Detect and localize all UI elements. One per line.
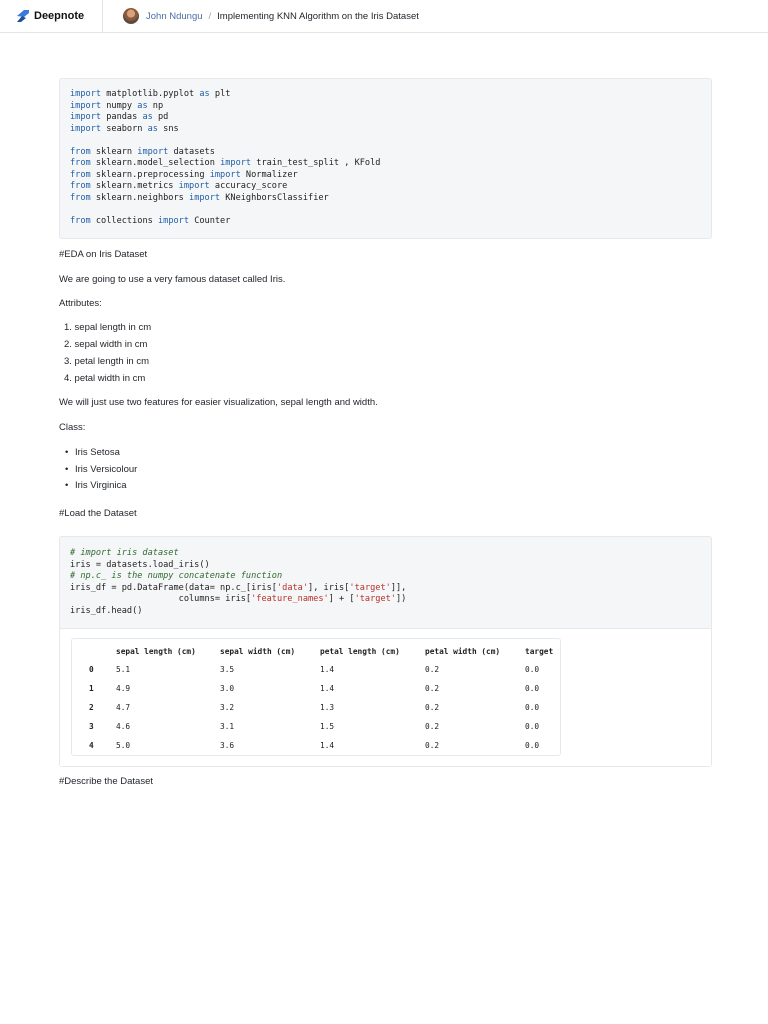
table-cell: 1.4 xyxy=(320,684,335,693)
table-cell: 0.2 xyxy=(425,703,440,712)
code-token: from xyxy=(70,181,91,191)
code-token: 'feature_names' xyxy=(251,594,329,604)
table-cell: 4.9 xyxy=(116,684,131,693)
brand-name: Deepnote xyxy=(34,10,85,22)
code-token: import xyxy=(70,112,102,122)
code-token: sklearn.preprocessing xyxy=(90,169,210,180)
table-cell: 5.0 xyxy=(116,741,131,750)
breadcrumb-separator: / xyxy=(208,10,212,22)
table-cell: 3.0 xyxy=(220,684,235,693)
code-token: import xyxy=(178,181,210,191)
top-bar xyxy=(0,0,768,33)
table-cell: 1.4 xyxy=(320,665,335,674)
code-token: train_test_split , KFold xyxy=(251,158,381,168)
header-divider xyxy=(102,0,103,32)
breadcrumb xyxy=(123,7,419,25)
code-token: 'target' xyxy=(349,582,391,593)
table-cell: 5.1 xyxy=(116,665,131,674)
code-token: np xyxy=(147,100,164,111)
code-token: sklearn.metrics xyxy=(90,181,179,191)
row-index: 1 xyxy=(89,684,94,693)
table-cell: 0.0 xyxy=(525,665,540,674)
markdown-intro: We are going to use a very famous dataset called Iris. xyxy=(59,274,286,285)
table-cell: 4.7 xyxy=(116,703,131,712)
list-item: 3. petal length in cm xyxy=(64,356,150,367)
table-cell: 0.0 xyxy=(525,722,540,731)
code-token: import xyxy=(70,89,102,99)
deepnote-logo-icon xyxy=(16,9,30,23)
table-cell: 0.2 xyxy=(425,665,440,674)
code-token: from xyxy=(70,169,91,180)
code-token: accuracy_score xyxy=(209,181,288,191)
table-cell: 0.0 xyxy=(525,684,540,693)
table-cell: 3.1 xyxy=(220,722,235,731)
code-token: iris_df.head() xyxy=(70,605,143,616)
list-item: 2. sepal width in cm xyxy=(64,339,148,350)
avatar[interactable] xyxy=(123,8,139,24)
code-token: sklearn.model_selection xyxy=(90,158,221,168)
column-header: sepal length (cm) xyxy=(116,647,196,656)
code-token: import xyxy=(189,192,221,203)
code-token: Counter xyxy=(189,215,231,226)
list-bullet: • xyxy=(65,480,69,491)
row-index: 4 xyxy=(89,741,94,750)
markdown-heading-eda: #EDA on Iris Dataset xyxy=(59,249,148,260)
table-cell: 3.6 xyxy=(220,741,235,750)
markdown-heading-load: #Load the Dataset xyxy=(59,508,137,519)
code-token: 'data' xyxy=(276,582,309,593)
code-token: sklearn xyxy=(90,146,138,157)
code-token: import xyxy=(137,146,169,157)
code-token: columns= iris[ xyxy=(70,594,252,604)
code-token: from xyxy=(70,215,91,226)
code-editor[interactable] xyxy=(60,537,711,617)
code-token: ] + [ xyxy=(328,594,355,604)
code-cell-imports[interactable] xyxy=(59,78,712,239)
code-token: as xyxy=(142,112,153,122)
row-index: 2 xyxy=(89,703,94,712)
code-token: KNeighborsClassifier xyxy=(220,192,329,203)
code-token: plt xyxy=(209,89,231,99)
code-token: as xyxy=(147,123,158,134)
code-token: import xyxy=(220,158,252,168)
markdown-attributes-label: Attributes: xyxy=(59,298,102,309)
code-token: matplotlib.pyplot xyxy=(101,89,200,99)
list-bullet: • xyxy=(65,464,69,475)
table-cell: 1.3 xyxy=(320,703,335,712)
list-item: 1. sepal length in cm xyxy=(64,322,152,333)
code-token: iris_df = pd.DataFrame(data= np.c_[iris[ xyxy=(70,582,277,593)
code-token: from xyxy=(70,158,91,168)
code-token: as xyxy=(137,100,148,111)
code-token: as xyxy=(199,89,210,99)
column-header: target xyxy=(525,647,554,656)
row-index: 3 xyxy=(89,722,94,731)
table-cell: 0.0 xyxy=(525,703,540,712)
brand-logo[interactable] xyxy=(16,8,84,24)
code-token: import xyxy=(209,169,241,180)
code-token: ]], xyxy=(390,582,407,593)
code-token: import xyxy=(70,100,102,111)
code-token: Normalizer xyxy=(240,169,298,180)
dataframe-table xyxy=(71,638,561,756)
column-header: petal length (cm) xyxy=(320,647,400,656)
breadcrumb-user-link[interactable]: John Ndungu xyxy=(146,10,203,22)
code-token: collections xyxy=(90,215,158,226)
code-cell-load-dataset[interactable] xyxy=(59,536,712,767)
list-bullet: • xyxy=(65,447,69,458)
table-cell: 1.5 xyxy=(320,722,335,731)
code-token: 'target' xyxy=(354,594,396,604)
table-cell: 0.2 xyxy=(425,741,440,750)
table-cell: 3.5 xyxy=(220,665,235,674)
code-token: from xyxy=(70,146,91,157)
column-header: petal width (cm) xyxy=(425,647,501,656)
code-token: pd xyxy=(152,112,169,122)
list-item: Iris Setosa xyxy=(75,447,120,458)
table-cell: 1.4 xyxy=(320,741,335,750)
code-token: sklearn.neighbors xyxy=(90,192,190,203)
notebook-title[interactable]: Implementing KNN Algorithm on the Iris Dataset xyxy=(217,10,419,22)
code-token: ]) xyxy=(395,594,407,604)
table-cell: 0.2 xyxy=(425,684,440,693)
code-token: import xyxy=(157,215,190,226)
markdown-heading-describe: #Describe the Dataset xyxy=(59,776,153,787)
code-token: sns xyxy=(157,123,179,134)
list-item: Iris Versicolour xyxy=(75,464,138,475)
code-token: iris = datasets.load_iris() xyxy=(70,559,210,570)
code-token: # np.c_ is the numpy concatenate function xyxy=(70,571,283,581)
markdown-class-label: Class: xyxy=(59,422,86,433)
cell-output xyxy=(60,628,711,766)
column-header: sepal width (cm) xyxy=(220,647,296,656)
code-token: datasets xyxy=(168,146,215,157)
code-token: seaborn xyxy=(101,123,148,134)
table-cell: 4.6 xyxy=(116,722,131,731)
code-token: ], iris[ xyxy=(308,582,350,593)
row-index: 0 xyxy=(89,665,94,674)
code-token: # import iris dataset xyxy=(70,548,179,558)
table-cell: 0.0 xyxy=(525,741,540,750)
code-token: numpy xyxy=(101,100,138,111)
list-item: Iris Virginica xyxy=(75,480,127,491)
table-cell: 0.2 xyxy=(425,722,440,731)
table-cell: 3.2 xyxy=(220,703,235,712)
code-token: pandas xyxy=(101,112,143,122)
markdown-features-note: We will just use two features for easier visualization, sepal length and width. xyxy=(59,397,378,408)
list-item: 4. petal width in cm xyxy=(64,373,146,384)
code-token: import xyxy=(70,123,102,134)
code-token: from xyxy=(70,192,91,203)
code-editor[interactable] xyxy=(60,79,711,227)
